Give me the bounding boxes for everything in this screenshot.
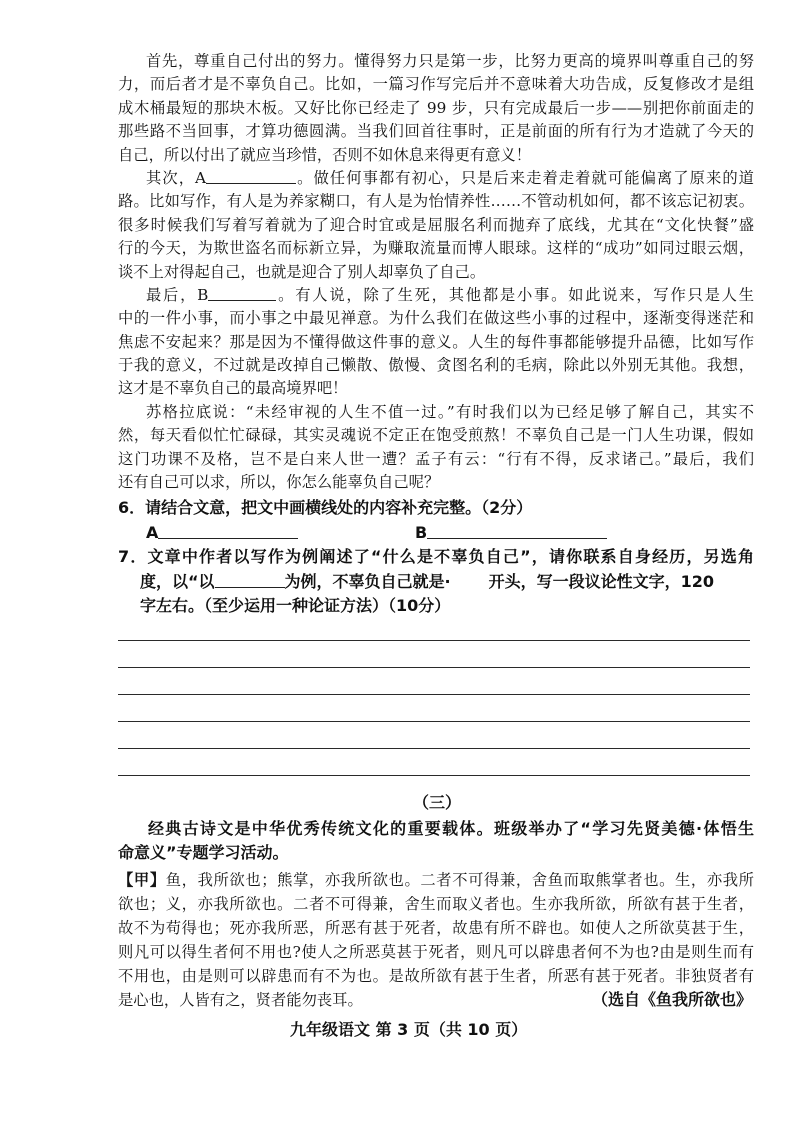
excerpt-line: 欲也；义，亦我所欲也。二者不可得兼，舍生而取义者也。生亦我所欲，所欲有甚于生者， <box>118 895 754 913</box>
answer-label-b <box>415 520 607 545</box>
passage-line: 于我的意义，不过就是改掉自己懒散、傲慢、贪图名利的毛病，除此以外别无其他。我想， <box>118 356 754 375</box>
blank-b-prefix: 最后，B <box>146 285 209 304</box>
excerpt-text: 鱼，我所欲也；熊掌，亦我所欲也。二者不可得兼，舍鱼而取熊掌者也。生，亦我所 <box>165 871 754 889</box>
question-7-line: 7．文章中作者以写作为例阐述了“什么是不辜负自己”，请你联系自身经历，另选角 <box>118 547 754 566</box>
section-heading: （三） <box>412 793 461 812</box>
passage-line: 成木桶最短的那块木板。又好比你已经走了 99 步，只有完成最后一步——别把你前面走的 <box>118 98 754 117</box>
reading-passage <box>118 50 754 494</box>
page-footer: 九年级语文 第 3 页（共 10 页） <box>290 1020 528 1039</box>
answer-writing-line <box>118 721 750 722</box>
passage-line: 苏格拉底说：“未经审视的人生不值一过。”有时我们以为已经足够了解自己，其实不 <box>146 402 754 421</box>
answer-blank-a <box>158 525 298 539</box>
answer-label-b-text: B <box>415 523 428 542</box>
answer-writing-line <box>118 667 750 668</box>
passage-blank-b <box>208 287 276 301</box>
question-7-text: 度，以“以 <box>140 571 215 591</box>
answer-writing-line <box>118 748 750 749</box>
excerpt-line: 则凡可以得生者何不用也?使人之所恶莫甚于死者，则凡可以辟患者何不为也?由是则生而有 <box>118 943 754 961</box>
excerpt-source: （选自《鱼我所欲也》 <box>591 990 752 1009</box>
answer-writing-line <box>118 775 750 776</box>
passage-line: 力，而后者才是不辜负自己。比如，一篇习作写完后并不意味着大功告成，反复修改才是组 <box>118 75 754 94</box>
blank-a-suffix: 。做任何事都有初心，只是后来走着走着就可能偏离了原来的道 <box>296 168 754 187</box>
passage-line: 首先，尊重自己付出的努力。懂得努力只是第一步，比努力更高的境界叫尊重自己的努 <box>146 52 754 70</box>
passage-line: 那些路不当回事，才算功德圆满。当我们回首往事时，正是前面的所有行为才造就了今天的 <box>118 122 754 141</box>
passage-line: 谈不上对得起自己，也就是迎合了别人却辜负了自己。 <box>118 262 486 281</box>
passage-blank-a <box>206 170 296 184</box>
passage-line: 焦虑不安起来？那是因为不懂得做这件事的意义。人生的每件事都能够提升品德，比如写作 <box>118 332 754 351</box>
intro-line: 经典古诗文是中华优秀传统文化的重要载体。班级举办了“学习先贤美德·体悟生 <box>148 819 754 838</box>
answer-blank-b <box>427 525 607 539</box>
question-7-blank <box>215 574 285 588</box>
question-6-answers <box>118 520 754 545</box>
excerpt-line <box>118 868 754 892</box>
question-7-text: 开头，写一段议论性文字，120 <box>488 571 715 591</box>
passage-line: 自己，所以付出了就应当珍惜，否则不如休息来得更有意义！ <box>118 145 532 164</box>
answer-label-a <box>146 520 298 545</box>
passage-line: 这门功课不及格，岂不是白来人世一遭？孟子有云：“行有不得，反求诸己。”最后，我们 <box>118 449 754 468</box>
passage-line-with-blank-b <box>118 284 754 307</box>
answer-writing-line <box>118 694 750 695</box>
passage-line: 行的今天，为欺世盗名而标新立异，为赚取流量而博人眼球。这样的“成功”如同过眼云烟， <box>118 239 754 258</box>
blank-b-suffix: 。有人说，除了生死，其他都是小事。如此说来，写作只是人生 <box>276 285 754 304</box>
question-6: 6．请结合文意，把文中画横线处的内容补充完整。（2分） <box>118 498 533 517</box>
passage-line: 然，每天看似忙忙碌碌，其实灵魂说不定正在饱受煎熬！不辜负自己是一门人生功课，假如 <box>118 426 754 445</box>
answer-writing-line <box>118 640 750 641</box>
passage-line: 还有自己可以求，所以，你怎么能辜负自己呢？ <box>118 473 440 492</box>
question-7-text: 为例，不辜负自己就是· <box>284 571 451 591</box>
excerpt-tag: 【甲】 <box>118 871 166 889</box>
blank-a-prefix: 其次，A <box>146 168 207 187</box>
passage-line: 路。比如写作，有人是为养家糊口，有人是为怡情养性……不管动机如何，都不该忘记初衷。 <box>118 192 754 211</box>
passage-line: 中的一件小事，而小事之中最见禅意。为什么我们在做这些小事的过程中，逐渐变得迷茫和 <box>118 309 754 328</box>
excerpt-text: 是心也，人皆有之，贤者能勿丧耳。 <box>118 991 363 1009</box>
question-7-line: 字左右。（至少运用一种论证方法）（10分） <box>140 596 451 615</box>
passage-line: 很多时候我们写着写着就为了迎合时宜或是屈服名利而抛弃了底线，尤其在“文化快餐”盛 <box>118 215 754 234</box>
question-7 <box>118 545 754 619</box>
question-7-line <box>118 570 754 595</box>
excerpt-line: 不用也，由是则可以辟患而有不为也。是故所欲有甚于生者，所恶有甚于死者。非独贤者有 <box>118 967 754 985</box>
excerpt-line <box>118 988 754 1012</box>
passage-line-with-blank-a <box>118 167 754 190</box>
passage-line: 这才是不辜负自己的最高境界吧！ <box>118 379 348 398</box>
answer-label-a-text: A <box>146 523 159 542</box>
intro-line: 命意义”专题学习活动。 <box>118 843 289 862</box>
section-intro <box>118 817 754 865</box>
excerpt-line: 故不为苟得也；死亦我所恶，所恶有甚于死者，故患有所不辟也。如使人之所欲莫甚于生， <box>118 919 754 937</box>
classical-excerpt <box>118 868 754 1012</box>
